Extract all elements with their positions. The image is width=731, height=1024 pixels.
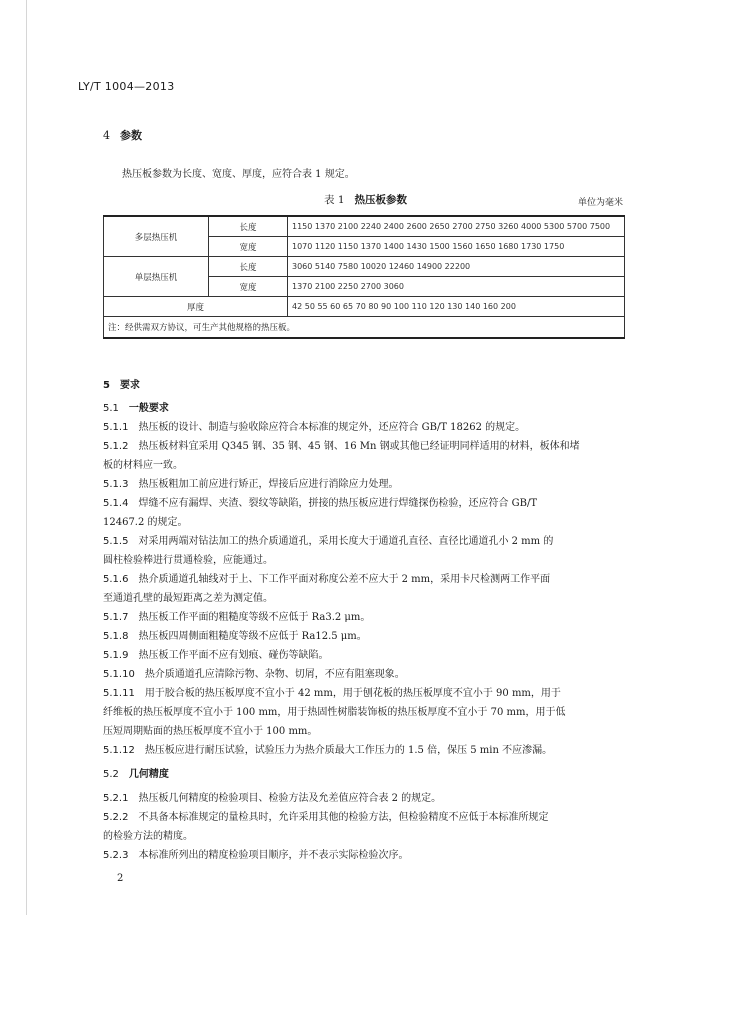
clause-text: 对采用两端对钻法加工的热介质通道孔，采用长度大于通道孔直径、直径比通道孔小 2 mm 的 — [138, 536, 554, 547]
clause-text: 本标准所列出的精度检验项目顺序，并不表示实际检验次序。 — [138, 850, 409, 861]
section-4-heading — [103, 127, 142, 143]
clause-number: 5.1.6 — [103, 574, 129, 585]
clause-5-1-2 — [103, 437, 580, 452]
clause-number: 5.1.3 — [103, 479, 129, 490]
clause-5-1-10 — [103, 665, 405, 680]
section-5-heading — [103, 376, 140, 391]
multi-length-values: 1150 1370 2100 2240 2400 2600 2650 2700 2750 3260 4000 5300 5700 7500 — [288, 216, 625, 237]
clause-text: 热压板工作平面不应有划痕、碰伤等缺陷。 — [138, 650, 329, 661]
table-row — [104, 216, 625, 237]
clause-5-1-7 — [103, 608, 370, 623]
clause-text: 热压板材料宜采用 Q345 钢、35 钢、45 钢、16 Mn 钢或其他已经证明同样适用的材料，板体和堵 — [138, 441, 580, 452]
multi-layer-press-cell: 多层热压机 — [104, 216, 209, 257]
single-width-values: 1370 2100 2250 2700 3060 — [288, 277, 625, 297]
table-unit: 单位为毫米 — [577, 198, 623, 208]
clause-number: 5.1.10 — [103, 669, 135, 680]
clause-text: 热压板几何精度的检验项目、检验方法及允差值应符合表 2 的规定。 — [138, 793, 442, 804]
subsection-title: 一般要求 — [128, 403, 169, 414]
clause-5-1-9 — [103, 646, 328, 661]
section-title: 参数 — [120, 129, 142, 142]
multi-width-values: 1070 1120 1150 1370 1400 1430 1500 1560 1650 1680 1730 1750 — [288, 237, 625, 257]
table-title: 热压板参数 — [354, 194, 408, 206]
table-note-row — [104, 317, 625, 339]
clause-continuation: 至通道孔壁的最短距离之差为测定值。 — [103, 593, 273, 604]
clause-5-2-3 — [103, 846, 408, 861]
page-edge-line — [26, 0, 27, 915]
subsection-5-1-heading — [103, 399, 169, 414]
clause-5-1-6 — [103, 570, 550, 585]
clause-text: 用于胶合板的热压板厚度不宜小于 42 mm，用于刨花板的热压板厚度不宜小于 90 mm，用于 — [144, 688, 561, 699]
clause-number: 5.1.12 — [103, 745, 135, 756]
clause-number: 5.1.1 — [103, 422, 129, 433]
section-number: 4 — [103, 129, 110, 142]
subsection-number: 5.2 — [103, 769, 119, 780]
clause-number: 5.2.3 — [103, 850, 129, 861]
clause-text: 不具备本标准规定的量检具时，允许采用其他的检验方法，但检验精度不应低于本标准所规定 — [138, 812, 549, 823]
clause-continuation: 压短周期贴面的热压板厚度不宜小于 100 mm。 — [103, 726, 318, 737]
clause-text: 焊缝不应有漏焊、夹渣、裂纹等缺陷，拼接的热压板应进行焊缝探伤检验，还应符合 GB/T — [138, 498, 538, 509]
section-number: 5 — [103, 380, 110, 391]
clause-number: 5.1.4 — [103, 498, 129, 509]
clause-text: 热压板应进行耐压试验，试验压力为热介质最大工作压力的 1.5 倍，保压 5 min 不应渗漏。 — [144, 745, 553, 756]
single-length-values: 3060 5140 7580 10020 12460 14900 22200 — [288, 257, 625, 277]
clause-number: 5.1.2 — [103, 441, 129, 452]
subsection-5-2-heading — [103, 765, 169, 780]
clause-continuation: 纤维板的热压板厚度不宜小于 100 mm，用于热固性树脂装饰板的热压板厚度不宜小于 70 mm，用于低 — [103, 707, 566, 718]
thickness-label-cell: 厚度 — [104, 297, 288, 317]
table-row — [104, 257, 625, 277]
clause-number: 5.1.8 — [103, 631, 129, 642]
clause-number: 5.2.2 — [103, 812, 129, 823]
width-label-cell: 宽度 — [209, 237, 288, 257]
standard-code-header: LY/T 1004—2013 — [78, 80, 175, 93]
clause-text: 热介质通道孔轴线对于上、下工作平面对称度公差不应大于 2 mm，采用卡尺检测两工作平面 — [138, 574, 551, 585]
clause-continuation: 板的材料应一致。 — [103, 460, 183, 471]
clause-5-1-11 — [103, 684, 561, 699]
page-number: 2 — [117, 873, 124, 884]
subsection-number: 5.1 — [103, 403, 119, 414]
length-label-cell: 长度 — [209, 257, 288, 277]
clause-text: 热介质通道孔应清除污物、杂物、切屑，不应有阻塞现象。 — [144, 669, 405, 680]
clause-continuation: 的检验方法的精度。 — [103, 831, 193, 842]
section-4-intro: 热压板参数为长度、宽度、厚度，应符合表 1 规定。 — [122, 169, 355, 180]
clause-5-1-12 — [103, 741, 552, 756]
clause-5-1-1 — [103, 418, 525, 433]
clause-number: 5.1.5 — [103, 536, 129, 547]
clause-text: 热压板的设计、制造与验收除应符合本标准的规定外，还应符合 GB/T 18262 的规定。 — [138, 422, 526, 433]
length-label-cell: 长度 — [209, 216, 288, 237]
clause-number: 5.2.1 — [103, 793, 129, 804]
clause-text: 热压板工作平面的粗糙度等级不应低于 Ra3.2 μm。 — [138, 612, 371, 623]
clause-5-2-1 — [103, 789, 441, 804]
clause-5-1-3 — [103, 475, 398, 490]
subsection-title: 几何精度 — [128, 769, 169, 780]
clause-5-1-8 — [103, 627, 367, 642]
table-note: 注：经供需双方协议，可生产其他规格的热压板。 — [104, 317, 625, 339]
clause-number: 5.1.11 — [103, 688, 135, 699]
clause-5-1-5 — [103, 532, 553, 547]
table-label: 表 1 — [323, 194, 345, 206]
table-1-hotplate-parameters — [103, 215, 625, 339]
clause-text: 热压板粗加工前应进行矫正，焊接后应进行消除应力处理。 — [138, 479, 399, 490]
clause-continuation: 圆柱检验棒进行贯通检验，应能通过。 — [103, 555, 273, 566]
clause-number: 5.1.9 — [103, 650, 129, 661]
single-layer-press-cell: 单层热压机 — [104, 257, 209, 297]
thickness-values: 42 50 55 60 65 70 80 90 100 110 120 130 140 160 200 — [288, 297, 625, 317]
section-title: 要求 — [119, 380, 140, 391]
clause-5-2-2 — [103, 808, 548, 823]
clause-number: 5.1.7 — [103, 612, 129, 623]
table-row — [104, 297, 625, 317]
clause-text: 热压板四周侧面粗糙度等级不应低于 Ra12.5 μm。 — [138, 631, 367, 642]
width-label-cell: 宽度 — [209, 277, 288, 297]
clause-5-1-4 — [103, 494, 537, 509]
clause-continuation: 12467.2 的规定。 — [103, 517, 188, 528]
